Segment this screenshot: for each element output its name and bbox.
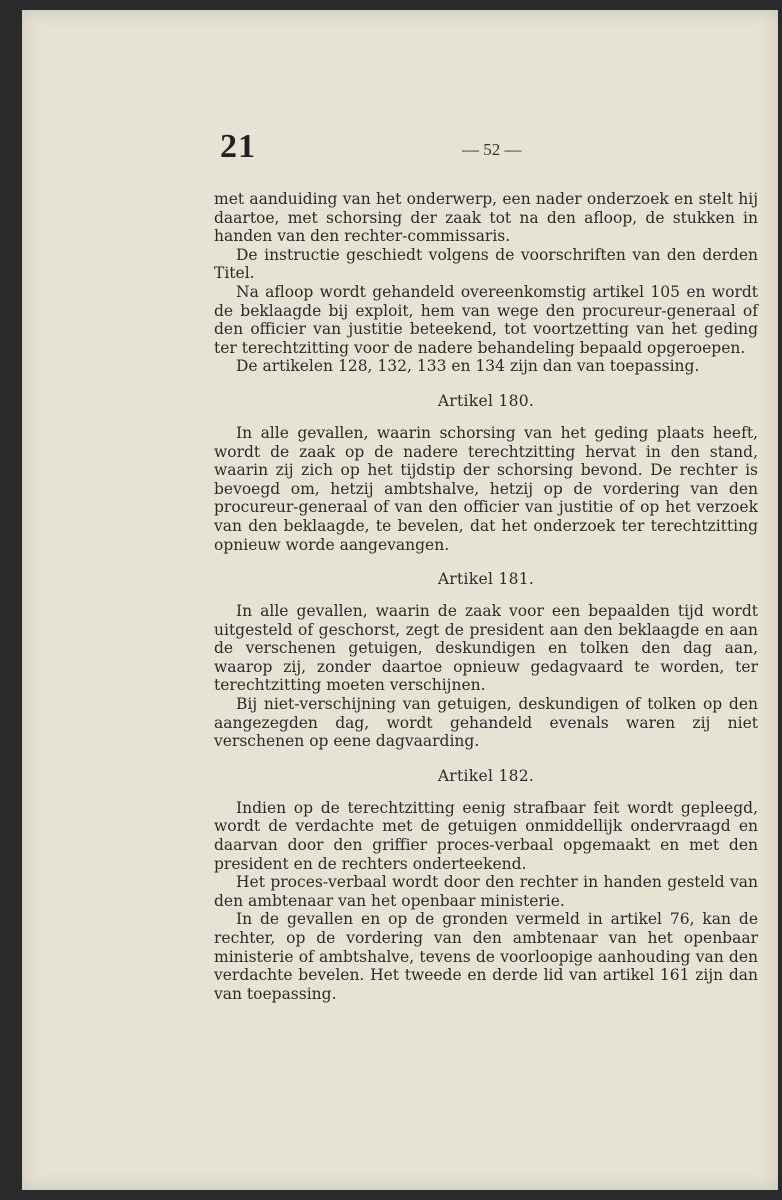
page-number: — 52 — <box>462 140 522 159</box>
paragraph: Bij niet-verschijning van getuigen, deskundigen of tolken op den aangezegden dag, wordt gehandeld evenals waren zij niet verschenen op eene dagvaarding. <box>214 695 758 751</box>
paragraph: In alle gevallen, waarin de zaak voor een bepaalden tijd wordt uitgesteld of geschorst, zegt de president aan den beklaagde en aan de verschenen getuigen, deskundigen en tolken den dag aan, waarop zij, zonder daartoe opnieuw gedagvaard te worden, ter terechtzitting moeten verschijnen. <box>214 602 758 695</box>
paragraph: met aanduiding van het onderwerp, een nader onderzoek en stelt hij daartoe, met schorsing der zaak tot na den afloop, de stukken in handen van den rechter-commissaris. <box>214 190 758 246</box>
article-heading-180: Artikel 180. <box>437 391 535 410</box>
paragraph: De artikelen 128, 132, 133 en 134 zijn dan van toepassing. <box>236 357 700 376</box>
book-page <box>22 10 778 1190</box>
article-heading-181: Artikel 181. <box>437 570 535 589</box>
paragraph: In de gevallen en op de gronden vermeld in artikel 76, kan de rechter, op de vordering van den ambtenaar van het openbaar ministerie of ambtshalve, tevens de voorloopige aanhouding van den verdachte bevelen. Het tweede en derde lid van artikel 161 zijn dan van toepassing. <box>214 910 758 1003</box>
chapter-number: 21 <box>220 128 256 165</box>
paragraph: Indien op de terechtzitting eenig strafbaar feit wordt gepleegd, wordt de verdachte met de getuigen onmiddellijk ondervraagd en daarvan door den griffier proces-verbaal opgemaakt en met den president en de rechters onderteekend. <box>214 798 758 873</box>
paragraph: De instructie geschiedt volgens de voorschriften van den derden Titel. <box>214 245 758 283</box>
paragraph: Na afloop wordt gehandeld overeenkomstig artikel 105 en wordt de beklaagde bij exploit, hem van wege den procureur-generaal of den officier van justitie beteekend, tot voortzetting van het geding ter terechtzitting voor de nadere behandeling bepaald opgeroepen. <box>214 282 758 357</box>
paragraph: In alle gevallen, waarin schorsing van het geding plaats heeft, wordt de zaak op de nadere terechtzitting hervat in den stand, waarin zij zich op het tijdstip der schorsing bevond. De rechter is bevoegd om, hetzij ambtshalve, hetzij op de vordering van den procureur-generaal of van den officier van justitie of op het verzoek van den beklaagde, te bevelen, dat het onderzoek ter terechtzitting opnieuw worde aangevangen. <box>214 423 758 554</box>
page-header <box>178 128 758 190</box>
article-heading-182: Artikel 182. <box>437 766 535 785</box>
body-text <box>178 190 758 1003</box>
page-content <box>178 128 758 1003</box>
paragraph: Het proces-verbaal wordt door den rechter in handen gesteld van den ambtenaar van het openbaar ministerie. <box>214 873 758 910</box>
